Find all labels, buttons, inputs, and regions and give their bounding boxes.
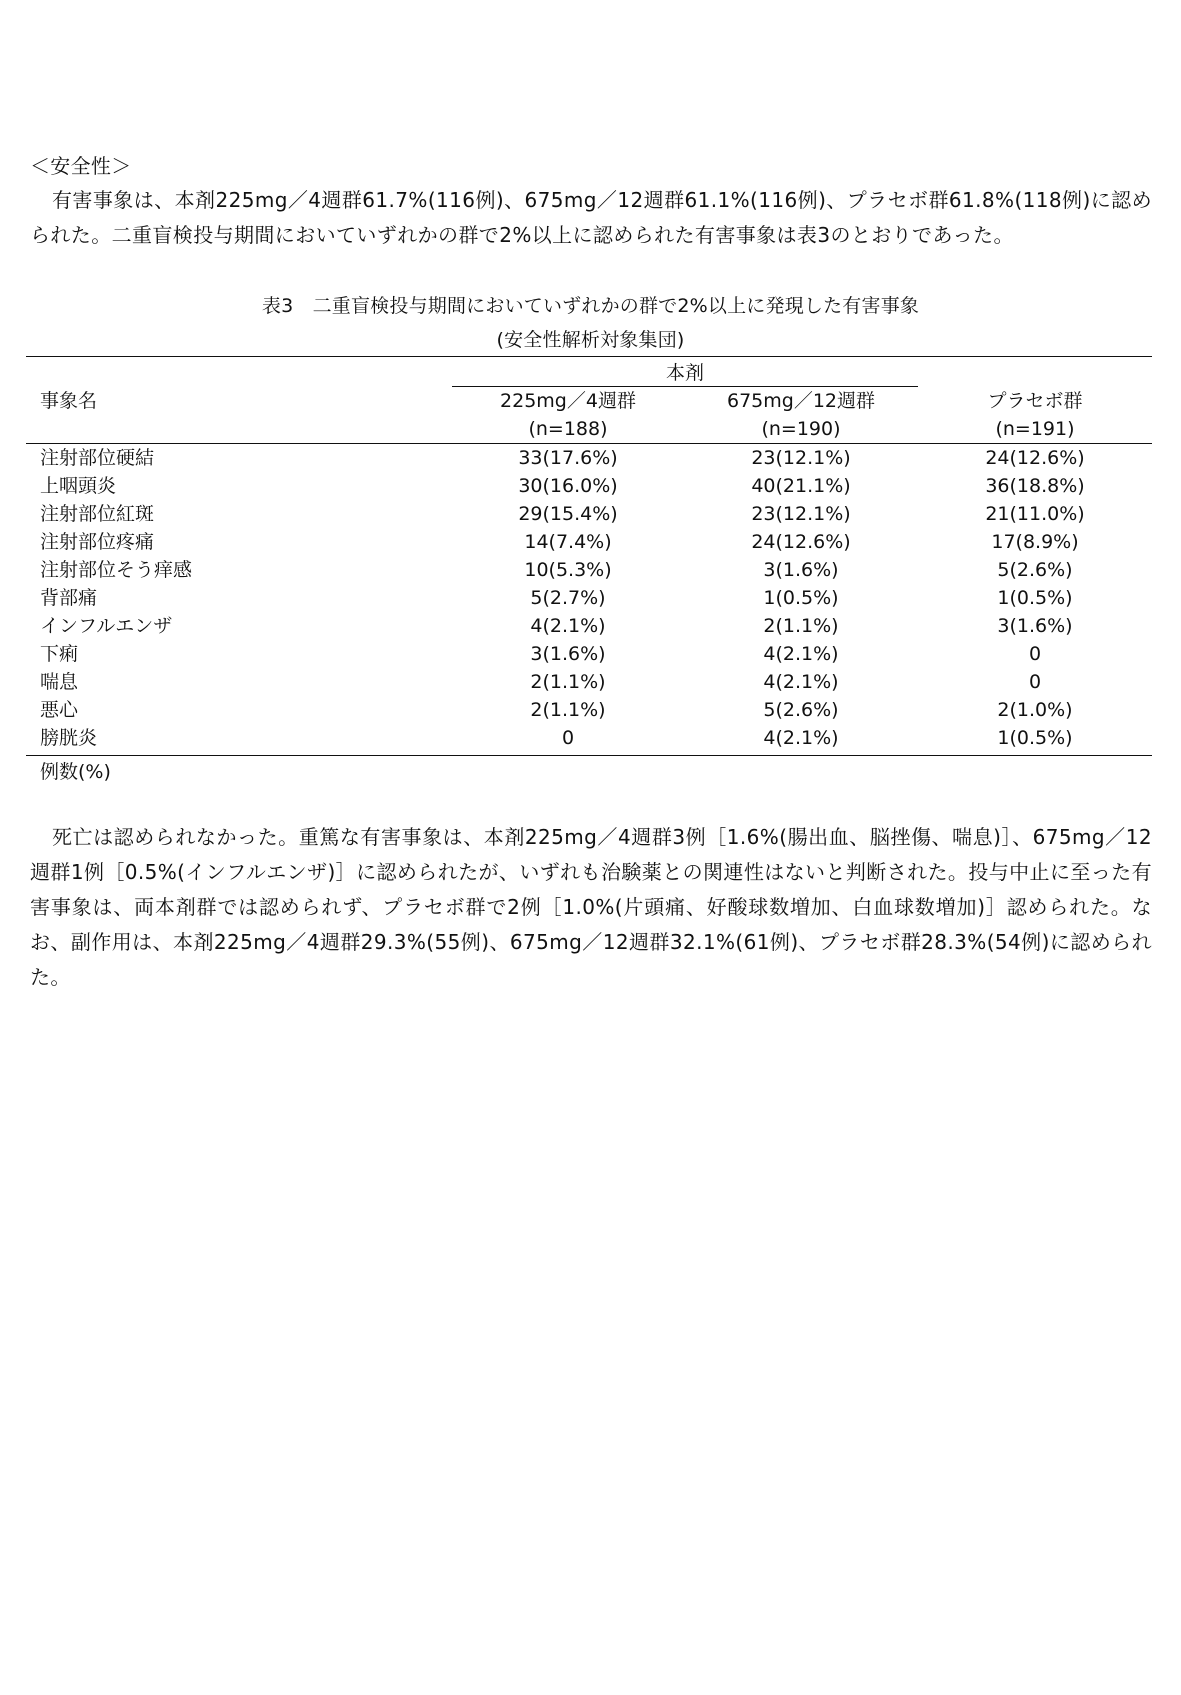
- table-cell: 1(0.5%): [997, 587, 1073, 609]
- table-cell: 21(11.0%): [985, 503, 1085, 525]
- table-cell: 36(18.8%): [985, 475, 1085, 497]
- table-cell: 33(17.6%): [518, 447, 618, 469]
- table-cell: 5(2.7%): [530, 587, 606, 609]
- table-cell: 2(1.1%): [763, 615, 839, 637]
- column-header-label: 225mg／4週群: [500, 390, 636, 412]
- table-row: [0, 696, 1181, 724]
- table-cell: 14(7.4%): [524, 531, 612, 553]
- event-name: 悪心: [40, 699, 79, 721]
- table-row: [0, 472, 1181, 500]
- closing-paragraph: 死亡は認められなかった。重篤な有害事象は、本剤225mg／4週群3例［1.6%(腸出血、脳挫傷、喘息)］、675mg／12週群1例［0.5%(インフルエンザ)］に認められたが、いずれも治験薬との関連性はないと判断された。投与中止に至った有害事象は、両本剤群では認められず、プラセボ群で2例［1.0%(片頭痛、好酸球数増加、白血球数増加)］認められた。なお、副作用は、本剤225mg／4週群29.3%(55例)、675mg／12週群32.1%(61例)、プラセボ群28.3%(54例)に認められた。: [30, 825, 1152, 989]
- table-row: [0, 500, 1181, 528]
- table-row: [0, 724, 1181, 752]
- table-cell: 24(12.6%): [751, 531, 851, 553]
- table-cell: 2(1.1%): [530, 699, 606, 721]
- table-cell: 2(1.1%): [530, 671, 606, 693]
- table-top-rule: [26, 356, 1152, 357]
- table-cell: 5(2.6%): [997, 559, 1073, 581]
- column-header-n: (n=191): [995, 418, 1075, 440]
- table-cell: 4(2.1%): [763, 727, 839, 749]
- table-subcaption: (安全性解析対象集団): [496, 329, 685, 351]
- table-row: [0, 556, 1181, 584]
- table-cell: 4(2.1%): [530, 615, 606, 637]
- event-name: 上咽頭炎: [40, 475, 117, 497]
- table-row: [0, 612, 1181, 640]
- table-row: [0, 584, 1181, 612]
- table-cell: 23(12.1%): [751, 447, 851, 469]
- table-cell: 2(1.0%): [997, 699, 1073, 721]
- table-cell: 24(12.6%): [985, 447, 1085, 469]
- table-cell: 17(8.9%): [991, 531, 1079, 553]
- table-row: [0, 668, 1181, 696]
- table-cell: 29(15.4%): [518, 503, 618, 525]
- table-cell: 0: [561, 727, 575, 749]
- table-cell: 0: [1028, 643, 1042, 665]
- table-row: [0, 444, 1181, 472]
- table-cell: 4(2.1%): [763, 643, 839, 665]
- column-header-label: プラセボ群: [987, 390, 1083, 412]
- table-cell: 5(2.6%): [763, 699, 839, 721]
- column-header-n: (n=188): [528, 418, 608, 440]
- event-name: 下痢: [40, 643, 79, 665]
- column-header-label: 675mg／12週群: [726, 390, 875, 412]
- table-caption: 表3 二重盲検投与期間においていずれかの群で2%以上に発現した有害事象: [261, 295, 920, 317]
- table-cell: 40(21.1%): [751, 475, 851, 497]
- event-name: インフルエンザ: [40, 615, 173, 637]
- table-bottom-rule: [26, 755, 1152, 756]
- table-cell: 1(0.5%): [997, 727, 1073, 749]
- table-footnote: 例数(%): [40, 761, 111, 783]
- table-cell: 3(1.6%): [997, 615, 1073, 637]
- event-name: 注射部位そう痒感: [40, 559, 193, 581]
- event-name: 注射部位疼痛: [40, 531, 155, 553]
- table-cell: 3(1.6%): [530, 643, 606, 665]
- table-cell: 10(5.3%): [524, 559, 612, 581]
- section-heading: ＜安全性＞: [30, 154, 132, 178]
- event-name: 膀胱炎: [40, 727, 98, 749]
- table-cell: 3(1.6%): [763, 559, 839, 581]
- intro-paragraph: 有害事象は、本剤225mg／4週群61.7%(116例)、675mg／12週群61.1%(116例)、プラセボ群61.8%(118例)に認められた。二重盲検投与期間においていずれかの群で2%以上に認められた有害事象は表3のとおりであった。: [30, 188, 1152, 247]
- column-header-n: (n=190): [761, 418, 841, 440]
- table-cell: 4(2.1%): [763, 671, 839, 693]
- table-cell: 23(12.1%): [751, 503, 851, 525]
- table-cell: 0: [1028, 671, 1042, 693]
- table-cell: 30(16.0%): [518, 475, 618, 497]
- table-cell: 1(0.5%): [763, 587, 839, 609]
- event-name: 注射部位硬結: [40, 447, 155, 469]
- row-header: 事象名: [40, 390, 98, 412]
- group-header: 本剤: [665, 362, 704, 384]
- event-name: 喘息: [40, 671, 79, 693]
- table-row: [0, 640, 1181, 668]
- event-name: 背部痛: [40, 587, 98, 609]
- event-name: 注射部位紅斑: [40, 503, 155, 525]
- table-row: [0, 528, 1181, 556]
